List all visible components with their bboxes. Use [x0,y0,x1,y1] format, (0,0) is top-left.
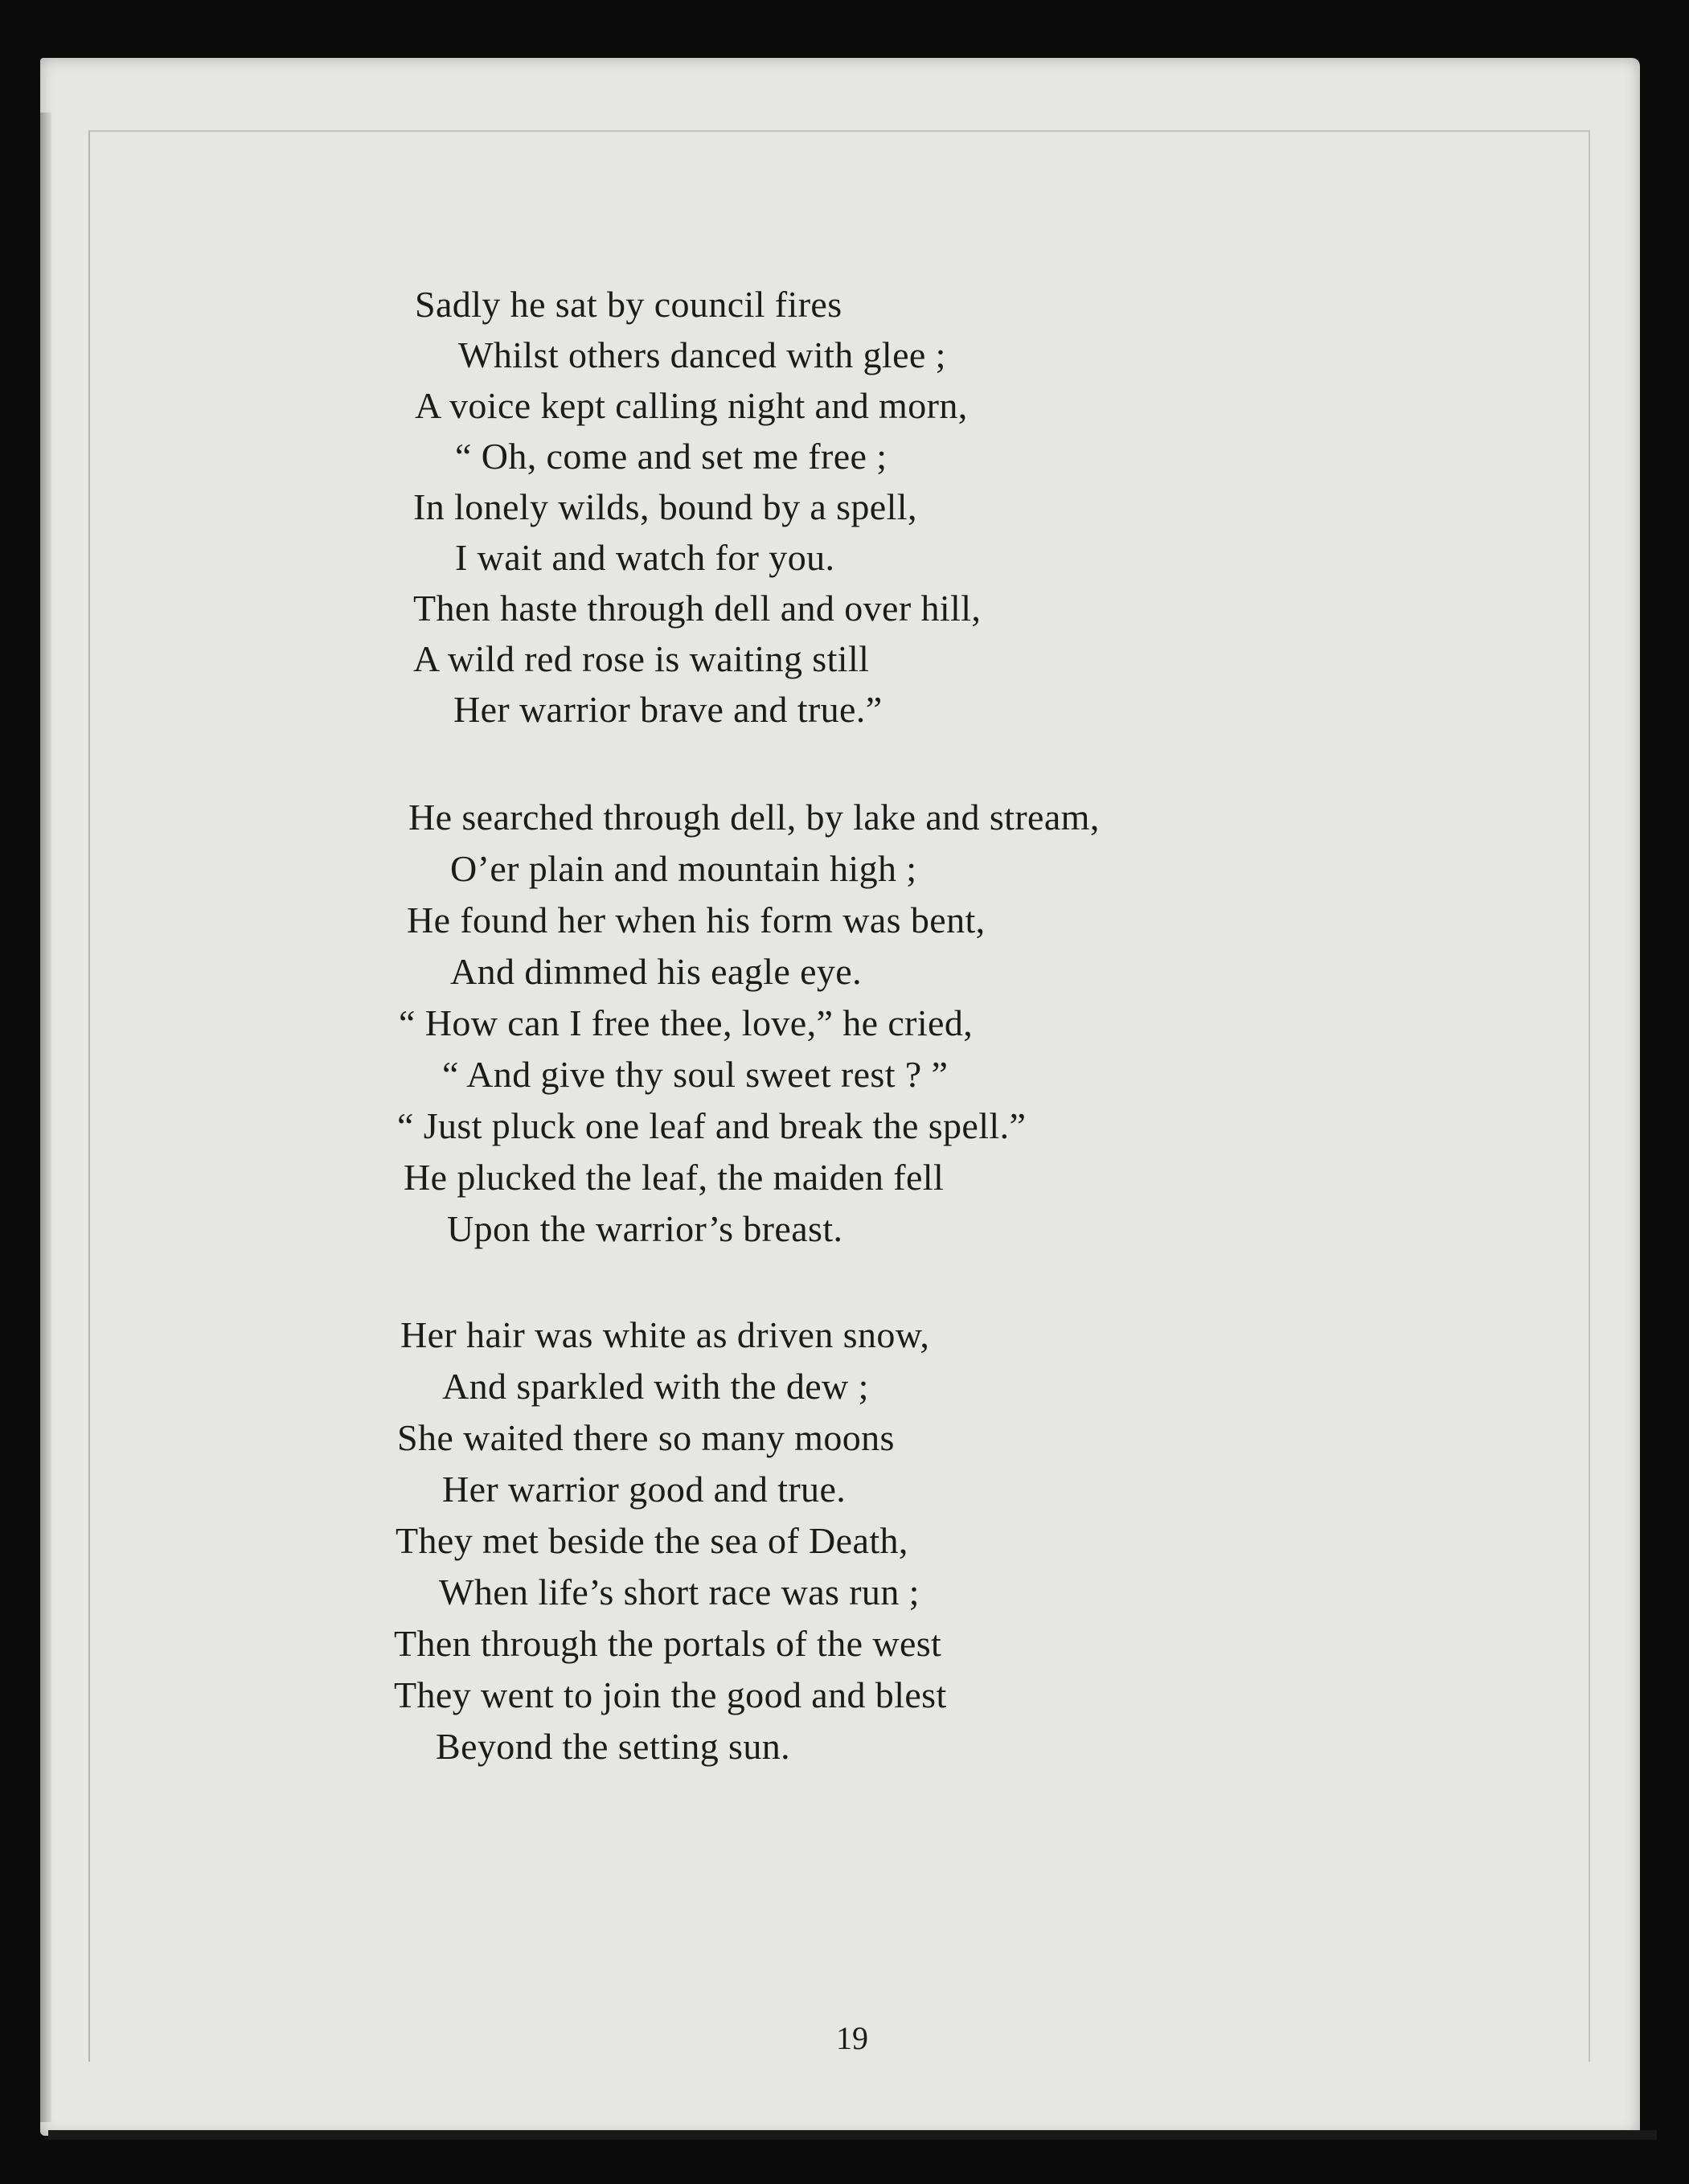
poem-line: He found her when his form was bent, [407,899,986,940]
poem-line: A voice kept calling night and morn, [415,385,968,426]
poem-line: When life’s short race was run ; [439,1571,920,1612]
page-bottom-edge [48,2130,1657,2140]
poem-line: Beyond the setting sun. [436,1726,791,1767]
poem-line: “ And give thy soul sweet rest ? ” [442,1054,949,1095]
poem-line: “ How can I free thee, love,” he cried, [399,1002,974,1043]
poem-line: Then through the portals of the west [394,1623,942,1664]
poem-line: He searched through dell, by lake and stream, [408,797,1100,838]
poem-line: And dimmed his eagle eye. [450,951,863,992]
book-page [40,58,1640,2136]
poem-line: They went to join the good and blest [394,1674,947,1715]
poem-line: I wait and watch for you. [455,537,835,578]
poem-line: “ Just pluck one leaf and break the spell.” [397,1105,1027,1146]
poem [40,58,1640,2136]
poem-line: Upon the warrior’s breast. [447,1208,843,1249]
book-gutter-shadow [40,113,51,2122]
poem-line: And sparkled with the dew ; [442,1366,869,1407]
page-number: 19 [836,2020,868,2056]
poem-line: They met beside the sea of Death, [396,1520,908,1561]
poem-line: Sadly he sat by council fires [415,284,842,325]
poem-line: In lonely wilds, bound by a spell, [413,486,917,527]
poem-line: Her hair was white as driven snow, [400,1314,930,1355]
poem-line: O’er plain and mountain high ; [450,848,917,889]
poem-line: “ Oh, come and set me free ; [455,436,888,477]
poem-line: Whilst others danced with glee ; [458,334,946,375]
poem-line: He plucked the leaf, the maiden fell [404,1157,945,1198]
poem-line: Her warrior brave and true.” [453,689,883,730]
poem-line: She waited there so many moons [397,1417,895,1458]
poem-line: A wild red rose is waiting still [413,638,870,679]
poem-line: Her warrior good and true. [442,1469,847,1510]
poem-line: Then haste through dell and over hill, [413,588,982,629]
